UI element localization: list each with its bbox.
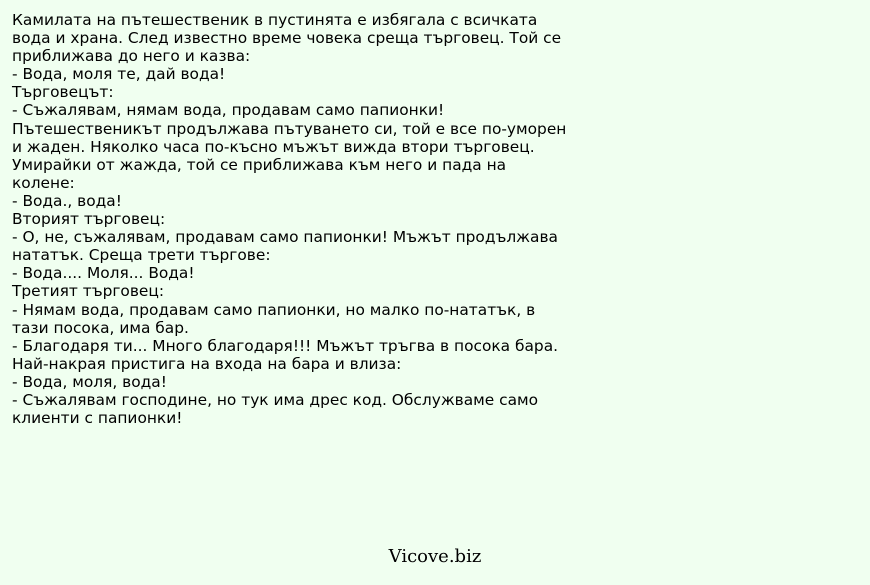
- joke-line: Умирайки от жажда, той се приближава към него и пада на: [12, 155, 507, 174]
- joke-line: - Вода, моля, вода!: [12, 372, 167, 391]
- joke-line: Камилата на пътешественик в пустинята е избягала с всичката: [12, 11, 538, 29]
- joke-line: вода и храна. След известно време човека среща търговец. Той се: [12, 29, 562, 48]
- joke-line: - Нямам вода, продавам само папионки, но малко по-нататък, в: [12, 300, 536, 319]
- joke-line: - Вода., вода!: [12, 191, 122, 210]
- joke-text: [12, 11, 572, 427]
- joke-line: Третият търговец:: [12, 282, 165, 301]
- joke-line: - Съжалявам господине, но тук има дрес код. Обслужваме само: [12, 390, 539, 409]
- site-watermark: Vicove.biz: [388, 546, 482, 567]
- joke-line: - О, не, съжалявам, продавам само папионки! Мъжът продължава: [12, 228, 558, 247]
- joke-line: - Съжалявам, нямам вода, продавам само папионки!: [12, 101, 445, 120]
- joke-line: - Вода, моля те, дай вода!: [12, 65, 226, 84]
- joke-line: Вторият търговец:: [12, 210, 166, 229]
- joke-line: - Благодаря ти... Много благодаря!!! Мъжът тръгва в посока бара.: [12, 336, 559, 355]
- joke-line: клиенти с папионки!: [12, 409, 183, 428]
- joke-line: Най-накрая пристига на входа на бара и влиза:: [12, 354, 402, 373]
- joke-line: нататък. Среща трети търгове:: [12, 246, 271, 265]
- joke-line: - Вода.... Моля... Вода!: [12, 264, 195, 283]
- joke-line: Пътешественикът продължава пътуването си, той е все по-уморен: [12, 119, 567, 138]
- joke-line: приближава до него и казва:: [12, 47, 251, 66]
- joke-line: и жаден. Няколко часа по-късно мъжът вижда втори търговец.: [12, 137, 535, 156]
- joke-line: тази посока, има бар.: [12, 318, 189, 337]
- joke-line: Търговецът:: [12, 83, 114, 102]
- joke-line: колене:: [12, 173, 75, 192]
